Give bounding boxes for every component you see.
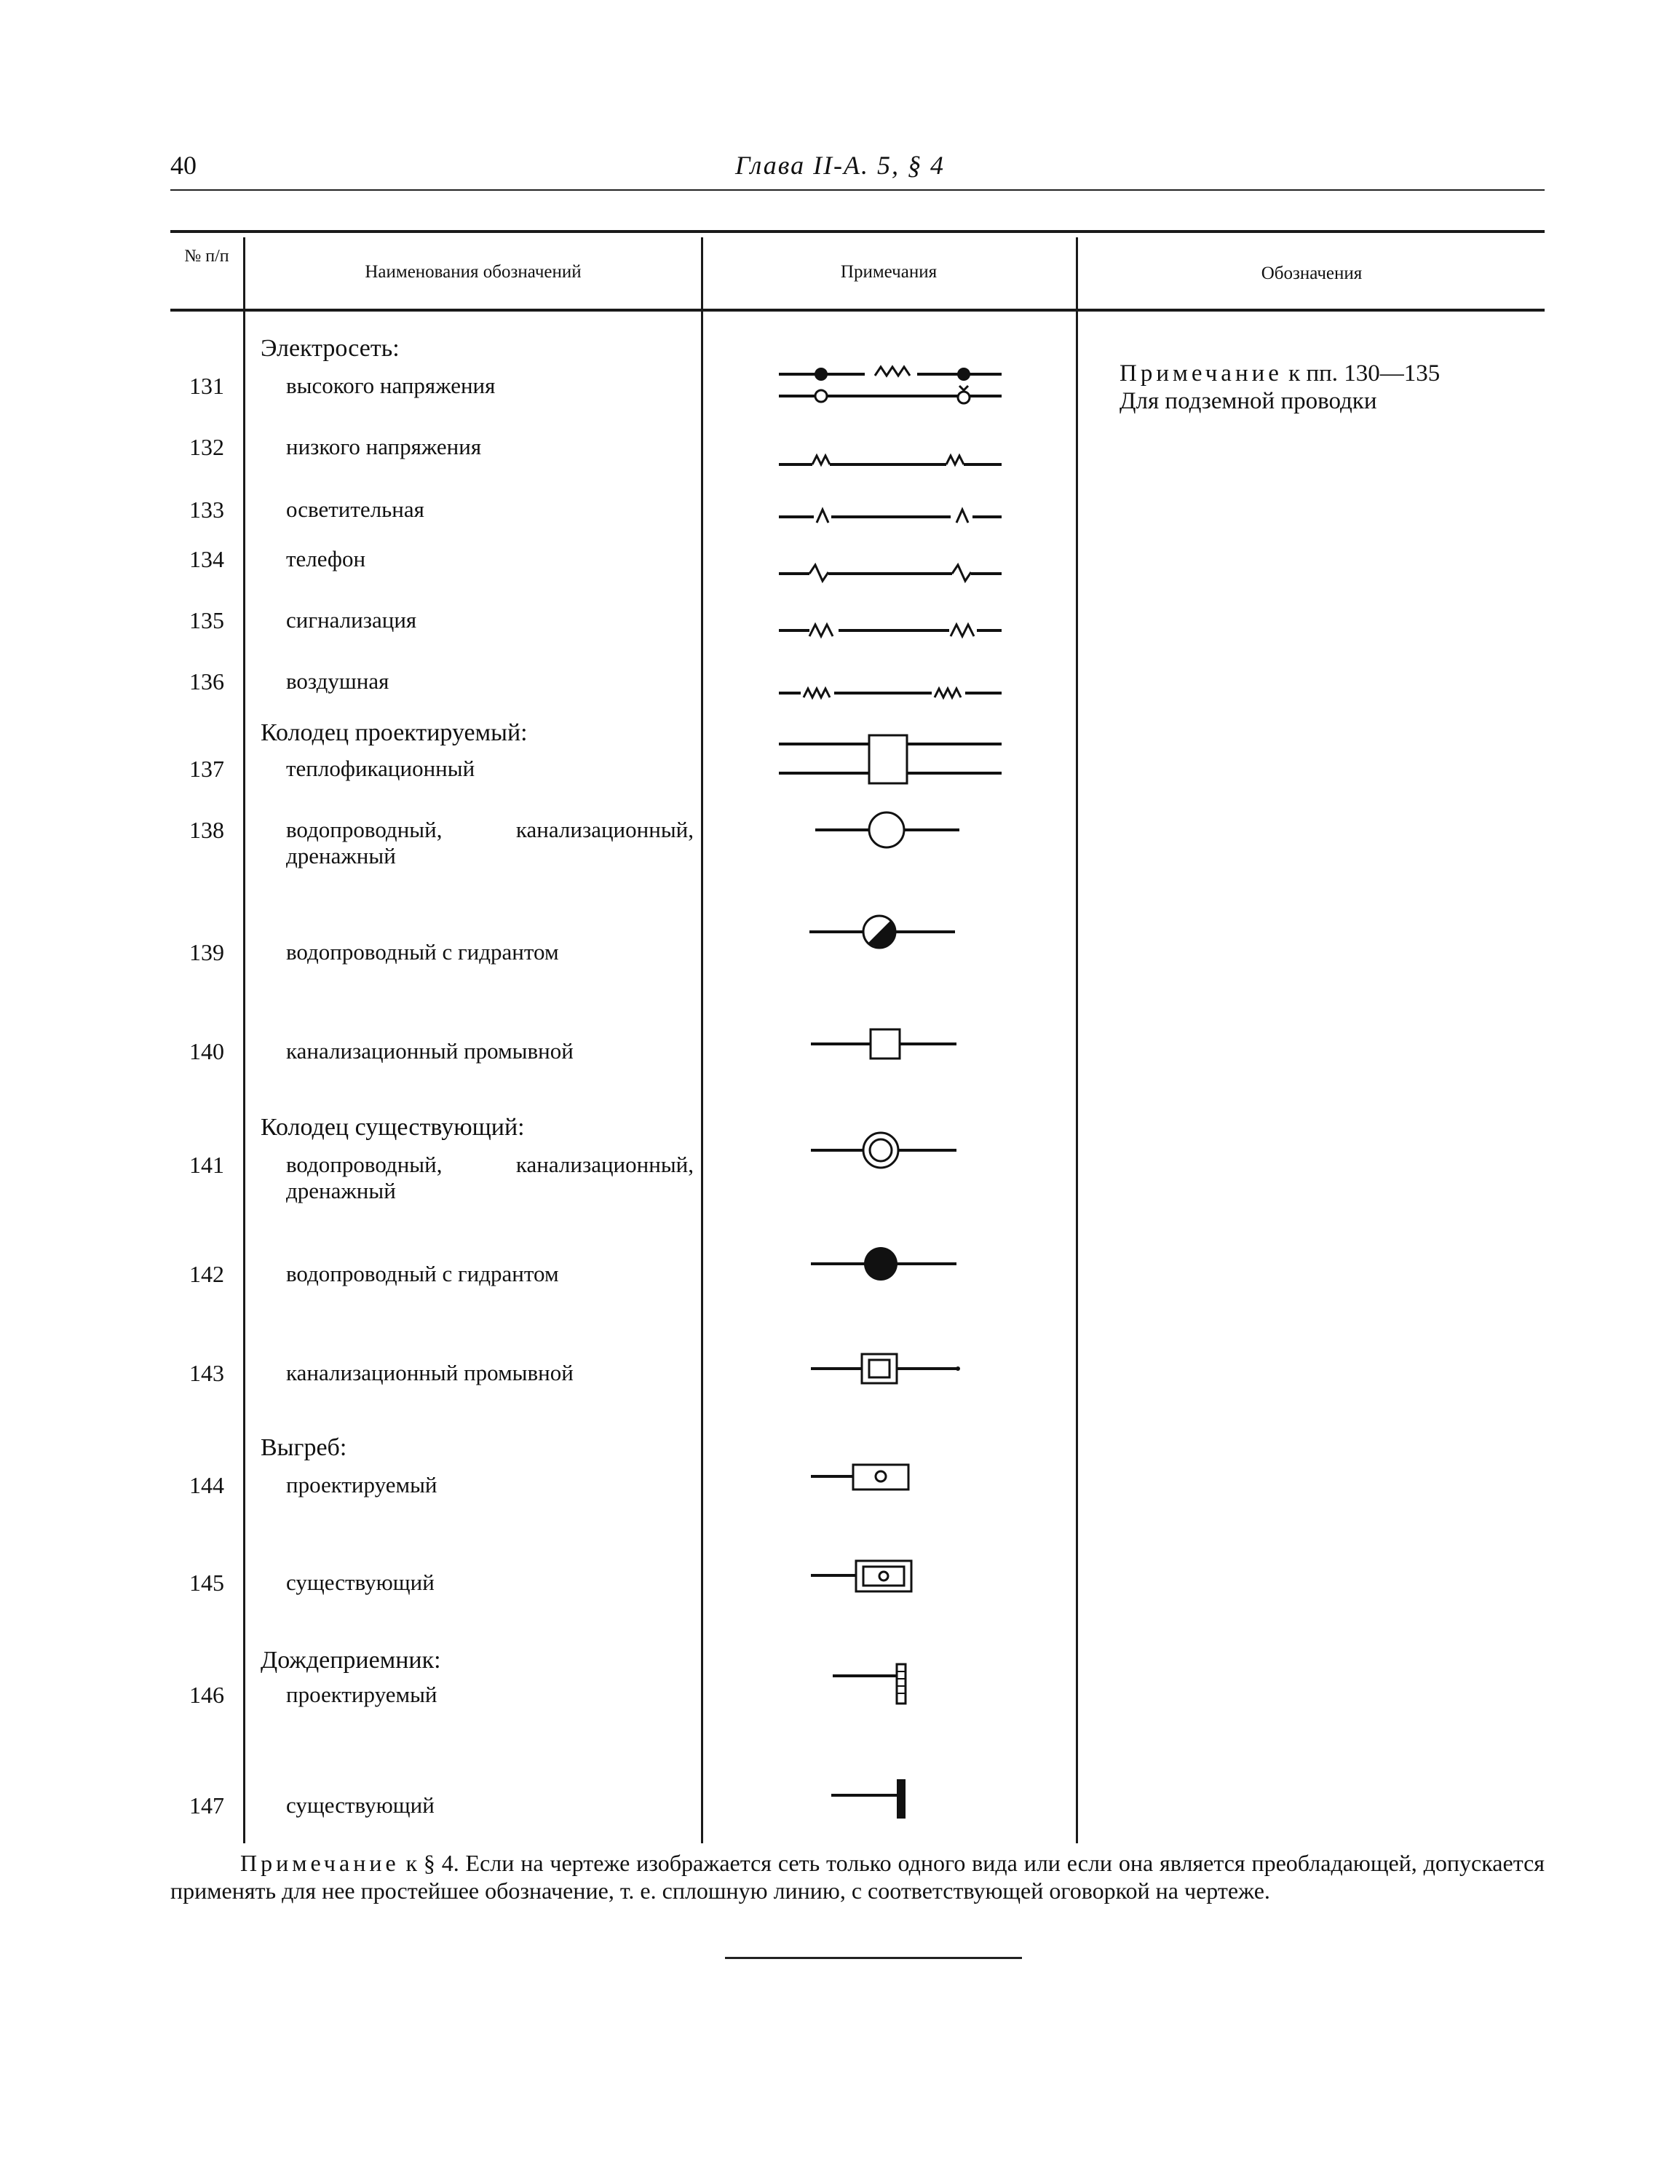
header-rule: [170, 189, 1545, 191]
overhead-line-icon: [772, 677, 1012, 713]
row-name: воздушная: [286, 668, 389, 694]
row-number: 135: [189, 607, 224, 633]
telephone-line-icon: [772, 555, 1012, 591]
chapter-title: Глава II-А. 5, § 4: [735, 151, 946, 180]
heating-well-icon: [772, 728, 1012, 794]
header-symbols: Обозначения: [1261, 264, 1363, 283]
row-name: существующий: [286, 1570, 435, 1595]
side-note: [1120, 360, 1440, 415]
side-note-text: Для подземной проводки: [1120, 388, 1377, 414]
row-name: высокого напряжения: [286, 373, 496, 398]
row-name: проектируемый: [286, 1682, 437, 1707]
page-number: 40: [170, 151, 197, 180]
row-name: водопроводный, канализационный, дренажный: [286, 817, 694, 869]
footnote: [170, 1849, 1545, 1904]
row-name: телефон: [286, 546, 366, 571]
group-title: Колодец проектируемый:: [261, 719, 528, 746]
header-name: Наименования обозначений: [365, 262, 582, 282]
row-number: 142: [189, 1261, 224, 1287]
column-divider: [243, 237, 245, 1843]
group-title: Дождеприемник:: [261, 1647, 441, 1674]
hydrant-well-icon: [801, 903, 975, 961]
row-number: 143: [189, 1360, 224, 1386]
cesspit-existing-icon: [801, 1551, 975, 1602]
signal-line-icon: [772, 614, 1012, 651]
column-divider: [701, 237, 703, 1843]
row-name: сигнализация: [286, 607, 417, 633]
footnote-text: к § 4. Если на чертеже изображается сеть только одного вида или если она является преобладающей, допускается применять для нее простейшее обозначение, т. е. сплошную линию, с соответствующей оговоркой на чертеже.: [170, 1850, 1545, 1904]
row-name: канализационный промывной: [286, 1360, 574, 1385]
row-name: канализационный промывной: [286, 1038, 574, 1064]
row-name: водопроводный, канализационный, дренажный: [286, 1152, 694, 1203]
row-name: проектируемый: [286, 1472, 437, 1497]
header-notes: Примечания: [840, 262, 938, 282]
water-well-icon: [801, 802, 975, 860]
row-number: 147: [189, 1792, 224, 1819]
side-note-ref: к пп. 130—135: [1288, 360, 1441, 387]
row-number: 140: [189, 1038, 224, 1064]
rain-inlet-design-icon: [801, 1657, 975, 1715]
row-number: 141: [189, 1152, 224, 1178]
row-number: 137: [189, 756, 224, 782]
row-number: 136: [189, 668, 224, 695]
row-number: 144: [189, 1472, 224, 1498]
row-number: 134: [189, 546, 224, 572]
existing-water-well-icon: [801, 1121, 975, 1179]
group-title: Колодец существующий:: [261, 1114, 525, 1141]
row-name: водопроводный с гидрантом: [286, 939, 559, 965]
row-name: низкого напряжения: [286, 434, 482, 459]
header-num: № п/п: [184, 247, 229, 266]
row-name: существующий: [286, 1792, 435, 1818]
group-title: Выгреб:: [261, 1434, 347, 1461]
row-name: осветительная: [286, 496, 424, 522]
row-number: 138: [189, 817, 224, 843]
hv-line-icon: [772, 357, 1012, 415]
end-rule: [725, 1957, 1022, 1959]
row-number: 145: [189, 1570, 224, 1596]
group-title: Электросеть:: [261, 335, 400, 362]
cesspit-design-icon: [801, 1452, 975, 1503]
footnote-label: Примечание: [240, 1850, 400, 1876]
column-divider: [1076, 237, 1078, 1843]
rain-inlet-existing-icon: [801, 1769, 975, 1827]
row-number: 139: [189, 939, 224, 965]
side-note-label: Примечание: [1120, 360, 1283, 387]
table-top-rule: [170, 230, 1545, 233]
row-number: 132: [189, 434, 224, 460]
row-name: теплофикационный: [286, 756, 475, 781]
row-number: 131: [189, 373, 224, 399]
lv-line-icon: [772, 444, 1012, 480]
existing-hydrant-well-icon: [801, 1235, 975, 1293]
flush-well-icon: [801, 1018, 975, 1069]
row-number: 133: [189, 496, 224, 523]
table-header-rule: [170, 309, 1545, 312]
lighting-line-icon: [772, 501, 1012, 537]
existing-flush-well-icon: [801, 1340, 975, 1398]
row-number: 146: [189, 1682, 224, 1708]
row-name: водопроводный с гидрантом: [286, 1261, 559, 1286]
